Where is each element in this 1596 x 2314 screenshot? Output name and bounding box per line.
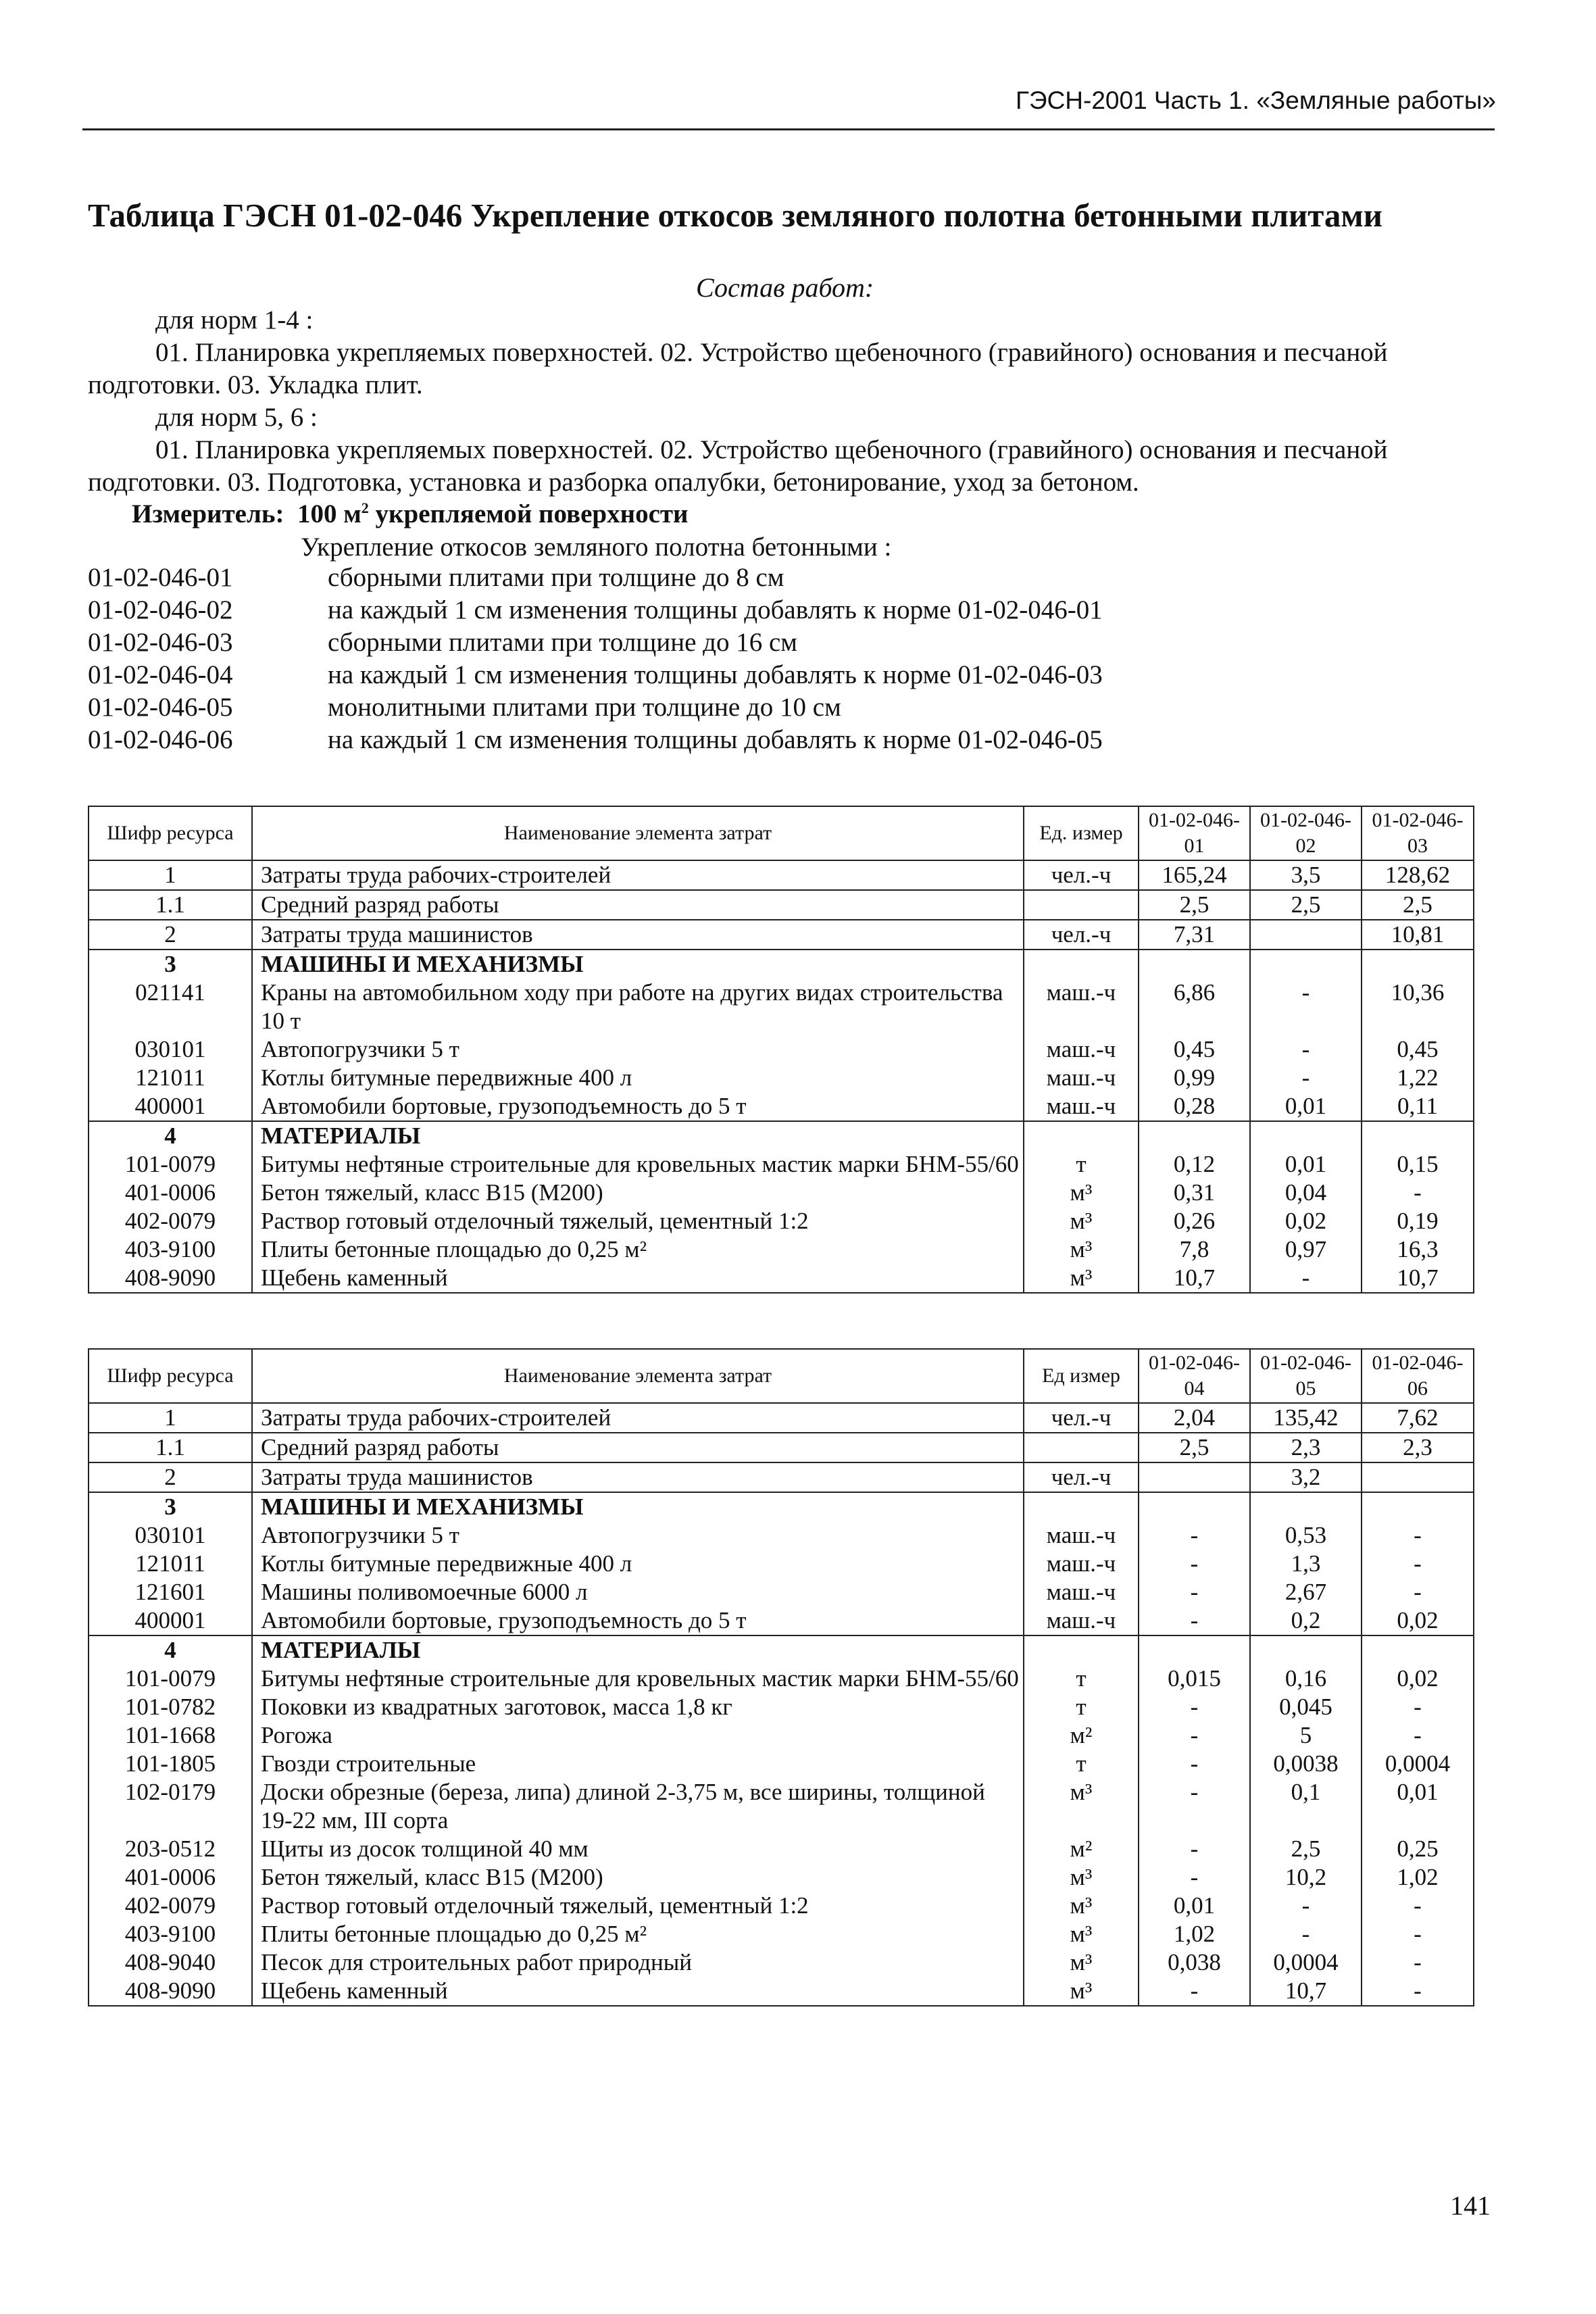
norm-value bbox=[1139, 1462, 1250, 1492]
unit: маш.-ч bbox=[1024, 1521, 1139, 1550]
cost-element-name: Щиты из досок толщиной 40 мм bbox=[252, 1835, 1024, 1863]
norm-value: 1,22 bbox=[1362, 1064, 1474, 1092]
cost-element-name: Затраты труда машинистов bbox=[252, 1462, 1024, 1492]
norm-value bbox=[1250, 1492, 1362, 1521]
unit: т bbox=[1024, 1750, 1139, 1778]
norm-value: 0,01 bbox=[1139, 1892, 1250, 1920]
resource-code: 2 bbox=[89, 1462, 252, 1492]
cost-element-name: Затраты труда рабочих-строителей bbox=[252, 1403, 1024, 1433]
resource-code: 401-0006 bbox=[89, 1179, 252, 1207]
unit: м² bbox=[1024, 1835, 1139, 1863]
norm-value: - bbox=[1139, 1778, 1250, 1835]
norm-text: монолитными плитами при толщине до 10 см bbox=[328, 693, 841, 722]
norm-value: 0,16 bbox=[1250, 1665, 1362, 1693]
resource-code: 402-0079 bbox=[89, 1207, 252, 1235]
resource-code: 121011 bbox=[89, 1550, 252, 1578]
norm-value: 2,04 bbox=[1139, 1403, 1250, 1433]
norm-value: 0,01 bbox=[1250, 1150, 1362, 1179]
resource-code: 101-0079 bbox=[89, 1665, 252, 1693]
norm-value: - bbox=[1362, 1578, 1474, 1606]
norm-value bbox=[1250, 920, 1362, 950]
table-row bbox=[89, 1578, 1474, 1606]
norm-value: 0,53 bbox=[1250, 1521, 1362, 1550]
norm-value bbox=[1139, 1492, 1250, 1521]
norm-text: на каждый 1 см изменения толщины добавлять к норме 01-02-046-05 bbox=[328, 725, 1103, 754]
resource-code: 101-0079 bbox=[89, 1150, 252, 1179]
norm-value: 1,02 bbox=[1362, 1863, 1474, 1892]
norm-value: 0,1 bbox=[1250, 1778, 1362, 1835]
norm-value: 0,11 bbox=[1362, 1092, 1474, 1121]
norm-value: 2,3 bbox=[1362, 1433, 1474, 1462]
table-row bbox=[89, 1721, 1474, 1750]
cost-element-name: МАТЕРИАЛЫ bbox=[252, 1635, 1024, 1665]
cost-element-name: Средний разряд работы bbox=[252, 890, 1024, 920]
unit: маш.-ч bbox=[1024, 1578, 1139, 1606]
table-row bbox=[89, 1606, 1474, 1635]
cost-element-name: Раствор готовый отделочный тяжелый, цементный 1:2 bbox=[252, 1207, 1024, 1235]
cost-element-name: Битумы нефтяные строительные для кровельных мастик марки БНМ-55/60 bbox=[252, 1150, 1024, 1179]
unit: т bbox=[1024, 1665, 1139, 1693]
unit: м³ bbox=[1024, 1863, 1139, 1892]
norm-value: 10,7 bbox=[1362, 1264, 1474, 1293]
resource-code: 402-0079 bbox=[89, 1892, 252, 1920]
unit: маш.-ч bbox=[1024, 1064, 1139, 1092]
work-line: 01. Планировка укрепляемых поверхностей. 02. Устройство щебеночного (гравийного) основания и песчаной bbox=[155, 435, 1388, 464]
table-row bbox=[89, 1778, 1474, 1835]
norm-value: 135,42 bbox=[1250, 1403, 1362, 1433]
norm-value: 10,36 bbox=[1362, 979, 1474, 1035]
unit bbox=[1024, 1635, 1139, 1665]
norm-text: сборными плитами при толщине до 8 см bbox=[328, 563, 784, 592]
table-row bbox=[89, 1750, 1474, 1778]
norms-list bbox=[88, 562, 1507, 757]
cost-element-name: Котлы битумные передвижные 400 л bbox=[252, 1064, 1024, 1092]
cost-element-name: Гвозди строительные bbox=[252, 1750, 1024, 1778]
unit: м³ bbox=[1024, 1207, 1139, 1235]
unit: м³ bbox=[1024, 1778, 1139, 1835]
table-row bbox=[89, 1433, 1474, 1462]
cost-element-name: Автопогрузчики 5 т bbox=[252, 1035, 1024, 1064]
norm-value: 0,99 bbox=[1139, 1064, 1250, 1092]
unit: т bbox=[1024, 1150, 1139, 1179]
norm-value: 0,15 bbox=[1362, 1150, 1474, 1179]
column-header: 01-02-046-02 bbox=[1250, 806, 1362, 860]
unit: м³ bbox=[1024, 1920, 1139, 1948]
norm-value: - bbox=[1139, 1863, 1250, 1892]
cost-element-name: Плиты бетонные площадью до 0,25 м² bbox=[252, 1235, 1024, 1264]
unit bbox=[1024, 1121, 1139, 1150]
norm-value: 10,7 bbox=[1250, 1977, 1362, 2006]
norm-value: 0,0004 bbox=[1362, 1750, 1474, 1778]
table-row bbox=[89, 1635, 1474, 1665]
norm-item bbox=[88, 595, 1507, 627]
table-row bbox=[89, 1948, 1474, 1977]
norm-text: на каждый 1 см изменения толщины добавлять к норме 01-02-046-01 bbox=[328, 595, 1103, 624]
norm-item bbox=[88, 660, 1507, 692]
table-row bbox=[89, 950, 1474, 979]
norm-value: - bbox=[1139, 1750, 1250, 1778]
norm-value: 0,02 bbox=[1362, 1665, 1474, 1693]
cost-element-name: МАТЕРИАЛЫ bbox=[252, 1121, 1024, 1150]
norm-value: 2,5 bbox=[1139, 890, 1250, 920]
norm-value: 0,2 bbox=[1250, 1606, 1362, 1635]
resource-code: 030101 bbox=[89, 1521, 252, 1550]
cost-element-name: МАШИНЫ И МЕХАНИЗМЫ bbox=[252, 1492, 1024, 1521]
resource-table-2 bbox=[88, 1348, 1474, 2007]
norm-value: 10,81 bbox=[1362, 920, 1474, 950]
unit: м³ bbox=[1024, 1179, 1139, 1207]
resource-code: 400001 bbox=[89, 1606, 252, 1635]
norm-value: 7,8 bbox=[1139, 1235, 1250, 1264]
unit: чел.-ч bbox=[1024, 1403, 1139, 1433]
cost-element-name: Бетон тяжелый, класс В15 (М200) bbox=[252, 1179, 1024, 1207]
unit bbox=[1024, 950, 1139, 979]
norm-item bbox=[88, 562, 1507, 595]
table-row bbox=[89, 1092, 1474, 1121]
table-row bbox=[89, 1863, 1474, 1892]
table-row bbox=[89, 1521, 1474, 1550]
norm-text: сборными плитами при толщине до 16 см bbox=[328, 628, 797, 657]
norm-value: - bbox=[1139, 1721, 1250, 1750]
unit: чел.-ч bbox=[1024, 920, 1139, 950]
norm-value: 0,12 bbox=[1139, 1150, 1250, 1179]
table-row bbox=[89, 1179, 1474, 1207]
norm-value: 0,0004 bbox=[1250, 1948, 1362, 1977]
unit: маш.-ч bbox=[1024, 979, 1139, 1035]
table-row bbox=[89, 860, 1474, 890]
norm-text: на каждый 1 см изменения толщины добавлять к норме 01-02-046-03 bbox=[328, 660, 1103, 689]
column-header: Шифр ресурса bbox=[89, 1349, 252, 1403]
work-line: подготовки. 03. Подготовка, установка и разборка опалубки, бетонирование, уход за бетоном. bbox=[88, 468, 1139, 497]
norm-value: - bbox=[1362, 1693, 1474, 1721]
resource-code: 408-9090 bbox=[89, 1264, 252, 1293]
resource-code: 203-0512 bbox=[89, 1835, 252, 1863]
norm-value: 1,3 bbox=[1250, 1550, 1362, 1578]
norm-value: 0,25 bbox=[1362, 1835, 1474, 1863]
column-header: Ед измер bbox=[1024, 1349, 1139, 1403]
norm-value: - bbox=[1139, 1693, 1250, 1721]
norm-value: 0,19 bbox=[1362, 1207, 1474, 1235]
norm-value bbox=[1362, 1121, 1474, 1150]
page-title: Таблица ГЭСН 01-02-046 Укрепление откосов земляного полотна бетонными плитами bbox=[88, 197, 1383, 234]
resource-code: 1.1 bbox=[89, 890, 252, 920]
table-row bbox=[89, 1492, 1474, 1521]
table-row bbox=[89, 1064, 1474, 1092]
work-composition-heading: Состав работ: bbox=[696, 272, 874, 303]
table-header-row bbox=[89, 1349, 1474, 1403]
norm-value: 2,5 bbox=[1250, 1835, 1362, 1863]
unit: м³ bbox=[1024, 1235, 1139, 1264]
column-header: 01-02-046-05 bbox=[1250, 1349, 1362, 1403]
norm-code: 01-02-046-05 bbox=[88, 693, 233, 722]
column-header: Наименование элемента затрат bbox=[252, 806, 1024, 860]
resource-table-1 bbox=[88, 806, 1474, 1294]
norm-code: 01-02-046-03 bbox=[88, 628, 233, 657]
norm-code: 01-02-046-01 bbox=[88, 563, 233, 592]
unit bbox=[1024, 1492, 1139, 1521]
unit: маш.-ч bbox=[1024, 1092, 1139, 1121]
norm-code: 01-02-046-02 bbox=[88, 595, 233, 624]
table-row bbox=[89, 1550, 1474, 1578]
norm-value: - bbox=[1139, 1578, 1250, 1606]
table-row bbox=[89, 1235, 1474, 1264]
norm-value: 2,5 bbox=[1139, 1433, 1250, 1462]
resource-code: 101-1668 bbox=[89, 1721, 252, 1750]
resource-code: 2 bbox=[89, 920, 252, 950]
table-row bbox=[89, 1835, 1474, 1863]
norm-value: - bbox=[1362, 1179, 1474, 1207]
measure-label: Измеритель: bbox=[132, 499, 284, 528]
measure-line bbox=[132, 499, 689, 529]
norm-value: - bbox=[1250, 1064, 1362, 1092]
norm-value: - bbox=[1362, 1977, 1474, 2006]
resource-code: 401-0006 bbox=[89, 1863, 252, 1892]
resource-code: 4 bbox=[89, 1121, 252, 1150]
table-row bbox=[89, 920, 1474, 950]
cost-element-name: МАШИНЫ И МЕХАНИЗМЫ bbox=[252, 950, 1024, 979]
norm-code: 01-02-046-04 bbox=[88, 660, 233, 689]
norm-value: 0,02 bbox=[1362, 1606, 1474, 1635]
table-row bbox=[89, 979, 1474, 1035]
norm-value: - bbox=[1250, 979, 1362, 1035]
table-row bbox=[89, 1403, 1474, 1433]
norms-intro: Укрепление откосов земляного полотна бетонными : bbox=[301, 533, 892, 562]
resource-code: 403-9100 bbox=[89, 1920, 252, 1948]
norm-value bbox=[1139, 1121, 1250, 1150]
table-row bbox=[89, 1892, 1474, 1920]
norm-value: 0,01 bbox=[1250, 1092, 1362, 1121]
resource-code: 1.1 bbox=[89, 1433, 252, 1462]
norm-item bbox=[88, 627, 1507, 660]
norm-value bbox=[1362, 1635, 1474, 1665]
norm-value: - bbox=[1139, 1977, 1250, 2006]
cost-element-name: Краны на автомобильном ходу при работе на других видах строительства 10 т bbox=[252, 979, 1024, 1035]
cost-element-name: Щебень каменный bbox=[252, 1977, 1024, 2006]
resource-code: 101-0782 bbox=[89, 1693, 252, 1721]
cost-element-name: Автопогрузчики 5 т bbox=[252, 1521, 1024, 1550]
norm-value bbox=[1362, 1462, 1474, 1492]
norm-value: 0,04 bbox=[1250, 1179, 1362, 1207]
work-line: для норм 5, 6 : bbox=[155, 403, 318, 432]
cost-element-name: Котлы битумные передвижные 400 л bbox=[252, 1550, 1024, 1578]
column-header: Наименование элемента затрат bbox=[252, 1349, 1024, 1403]
column-header: Шифр ресурса bbox=[89, 806, 252, 860]
unit bbox=[1024, 890, 1139, 920]
norm-value bbox=[1362, 1492, 1474, 1521]
unit: м³ bbox=[1024, 1264, 1139, 1293]
resource-code: 1 bbox=[89, 1403, 252, 1433]
norm-value: - bbox=[1139, 1521, 1250, 1550]
norm-value: 0,0038 bbox=[1250, 1750, 1362, 1778]
unit: чел.-ч bbox=[1024, 860, 1139, 890]
norm-value: 0,31 bbox=[1139, 1179, 1250, 1207]
norm-value: - bbox=[1362, 1920, 1474, 1948]
norm-code: 01-02-046-06 bbox=[88, 725, 233, 754]
norm-value: 2,3 bbox=[1250, 1433, 1362, 1462]
norm-value bbox=[1250, 950, 1362, 979]
norm-value: 0,45 bbox=[1362, 1035, 1474, 1064]
cost-element-name: Автомобили бортовые, грузоподъемность до 5 т bbox=[252, 1092, 1024, 1121]
norm-value: 1,02 bbox=[1139, 1920, 1250, 1948]
cost-element-name: Затраты труда машинистов bbox=[252, 920, 1024, 950]
norm-value: - bbox=[1250, 1892, 1362, 1920]
norm-value: - bbox=[1250, 1264, 1362, 1293]
norm-item bbox=[88, 724, 1507, 757]
unit: маш.-ч bbox=[1024, 1550, 1139, 1578]
resource-code: 3 bbox=[89, 1492, 252, 1521]
norm-value: 16,3 bbox=[1362, 1235, 1474, 1264]
work-line: для норм 1-4 : bbox=[155, 305, 314, 335]
column-header: 01-02-046-06 bbox=[1362, 1349, 1474, 1403]
norm-value: - bbox=[1139, 1835, 1250, 1863]
column-header: 01-02-046-04 bbox=[1139, 1349, 1250, 1403]
norm-value: - bbox=[1139, 1550, 1250, 1578]
resource-code: 3 bbox=[89, 950, 252, 979]
norm-value: 10,2 bbox=[1250, 1863, 1362, 1892]
cost-element-name: Поковки из квадратных заготовок, масса 1,8 кг bbox=[252, 1693, 1024, 1721]
norm-value: 0,015 bbox=[1139, 1665, 1250, 1693]
norm-value bbox=[1250, 1121, 1362, 1150]
header-divider bbox=[82, 128, 1495, 130]
norm-value: 2,67 bbox=[1250, 1578, 1362, 1606]
norm-value: 10,7 bbox=[1139, 1264, 1250, 1293]
work-line: подготовки. 03. Укладка плит. bbox=[88, 370, 423, 399]
table-row bbox=[89, 1462, 1474, 1492]
unit: маш.-ч bbox=[1024, 1035, 1139, 1064]
norm-value: - bbox=[1250, 1035, 1362, 1064]
norm-value: 0,038 bbox=[1139, 1948, 1250, 1977]
resource-code: 102-0179 bbox=[89, 1778, 252, 1835]
norm-value: 128,62 bbox=[1362, 860, 1474, 890]
unit: маш.-ч bbox=[1024, 1606, 1139, 1635]
norm-value: 7,31 bbox=[1139, 920, 1250, 950]
cost-element-name: Раствор готовый отделочный тяжелый, цементный 1:2 bbox=[252, 1892, 1024, 1920]
norm-value: 165,24 bbox=[1139, 860, 1250, 890]
unit: м³ bbox=[1024, 1948, 1139, 1977]
resource-code: 1 bbox=[89, 860, 252, 890]
norm-value: 0,045 bbox=[1250, 1693, 1362, 1721]
cost-element-name: Средний разряд работы bbox=[252, 1433, 1024, 1462]
norm-value: 0,28 bbox=[1139, 1092, 1250, 1121]
norm-value: 0,26 bbox=[1139, 1207, 1250, 1235]
norm-value: 3,2 bbox=[1250, 1462, 1362, 1492]
resource-code: 408-9040 bbox=[89, 1948, 252, 1977]
table-header-row bbox=[89, 806, 1474, 860]
norm-value: 0,45 bbox=[1139, 1035, 1250, 1064]
unit: т bbox=[1024, 1693, 1139, 1721]
norm-value: 0,02 bbox=[1250, 1207, 1362, 1235]
cost-element-name: Рогожа bbox=[252, 1721, 1024, 1750]
norm-value: 0,01 bbox=[1362, 1778, 1474, 1835]
resource-code: 403-9100 bbox=[89, 1235, 252, 1264]
norm-value: - bbox=[1250, 1920, 1362, 1948]
norm-item bbox=[88, 692, 1507, 724]
resource-code: 121011 bbox=[89, 1064, 252, 1092]
norm-value: 6,86 bbox=[1139, 979, 1250, 1035]
cost-element-name: Автомобили бортовые, грузоподъемность до 5 т bbox=[252, 1606, 1024, 1635]
cost-element-name: Доски обрезные (береза, липа) длиной 2-3,75 м, все ширины, толщиной 19-22 мм, III сорта bbox=[252, 1778, 1024, 1835]
cost-element-name: Затраты труда рабочих-строителей bbox=[252, 860, 1024, 890]
resource-code: 101-1805 bbox=[89, 1750, 252, 1778]
measure-value: 100 $м^2$ укрепляемой поверхности bbox=[297, 499, 689, 528]
page-number: 141 bbox=[1450, 2190, 1491, 2221]
unit: м³ bbox=[1024, 1892, 1139, 1920]
resource-code: 030101 bbox=[89, 1035, 252, 1064]
norm-value: - bbox=[1362, 1521, 1474, 1550]
norm-value: - bbox=[1362, 1892, 1474, 1920]
column-header: 01-02-046-01 bbox=[1139, 806, 1250, 860]
norm-value: - bbox=[1362, 1721, 1474, 1750]
unit: м³ bbox=[1024, 1977, 1139, 2006]
work-line: 01. Планировка укрепляемых поверхностей. 02. Устройство щебеночного (гравийного) основания и песчаной bbox=[155, 338, 1388, 367]
norm-value: 2,5 bbox=[1362, 890, 1474, 920]
norm-value bbox=[1250, 1635, 1362, 1665]
norm-value: 0,97 bbox=[1250, 1235, 1362, 1264]
norm-value bbox=[1362, 950, 1474, 979]
unit: м² bbox=[1024, 1721, 1139, 1750]
cost-element-name: Щебень каменный bbox=[252, 1264, 1024, 1293]
table-row bbox=[89, 1264, 1474, 1293]
resource-code: 021141 bbox=[89, 979, 252, 1035]
running-header: ГЭСН-2001 Часть 1. «Земляные работы» bbox=[1015, 87, 1496, 114]
norm-value: 7,62 bbox=[1362, 1403, 1474, 1433]
table-row bbox=[89, 1920, 1474, 1948]
norm-value: 3,5 bbox=[1250, 860, 1362, 890]
table-row bbox=[89, 1693, 1474, 1721]
resource-code: 400001 bbox=[89, 1092, 252, 1121]
cost-element-name: Бетон тяжелый, класс В15 (М200) bbox=[252, 1863, 1024, 1892]
resource-code: 121601 bbox=[89, 1578, 252, 1606]
cost-element-name: Песок для строительных работ природный bbox=[252, 1948, 1024, 1977]
norm-value bbox=[1139, 950, 1250, 979]
cost-element-name: Машины поливомоечные 6000 л bbox=[252, 1578, 1024, 1606]
table-row bbox=[89, 1035, 1474, 1064]
norm-value: 5 bbox=[1250, 1721, 1362, 1750]
cost-element-name: Плиты бетонные площадью до 0,25 м² bbox=[252, 1920, 1024, 1948]
unit: чел.-ч bbox=[1024, 1462, 1139, 1492]
table-row bbox=[89, 890, 1474, 920]
table-row bbox=[89, 1207, 1474, 1235]
resource-code: 4 bbox=[89, 1635, 252, 1665]
norm-value: - bbox=[1139, 1606, 1250, 1635]
table-row bbox=[89, 1150, 1474, 1179]
norm-value bbox=[1139, 1635, 1250, 1665]
resource-code: 408-9090 bbox=[89, 1977, 252, 2006]
table-row bbox=[89, 1977, 1474, 2006]
norm-value: - bbox=[1362, 1550, 1474, 1578]
column-header: Ед. измер bbox=[1024, 806, 1139, 860]
norm-value: - bbox=[1362, 1948, 1474, 1977]
table-row bbox=[89, 1665, 1474, 1693]
cost-element-name: Битумы нефтяные строительные для кровельных мастик марки БНМ-55/60 bbox=[252, 1665, 1024, 1693]
unit bbox=[1024, 1433, 1139, 1462]
norm-value: 2,5 bbox=[1250, 890, 1362, 920]
table-row bbox=[89, 1121, 1474, 1150]
column-header: 01-02-046-03 bbox=[1362, 806, 1474, 860]
